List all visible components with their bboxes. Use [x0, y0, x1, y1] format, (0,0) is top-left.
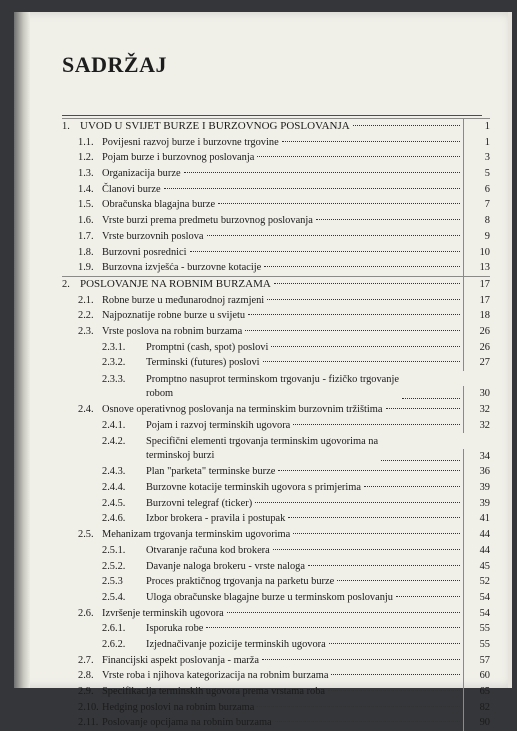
toc-entry — [62, 276, 490, 293]
toc-entry-title: Članovi burze — [102, 183, 161, 195]
toc-leader-dots — [381, 460, 460, 461]
toc-entry-title: Vrste burzovnih poslova — [102, 230, 204, 242]
toc-entry — [62, 715, 490, 731]
toc-entry — [62, 245, 490, 261]
toc-page-number: 13 — [463, 260, 490, 276]
toc-leader-dots — [275, 721, 460, 722]
toc-page-number: 3 — [463, 150, 490, 166]
toc-leader-dots — [264, 266, 460, 267]
toc-entry-title-line2: robom — [146, 388, 174, 399]
toc-leader-dots — [288, 517, 460, 518]
toc-entry-title: Plan "parketa" terminske burze — [146, 466, 276, 478]
toc-entry — [62, 606, 490, 622]
toc-leader-dots — [257, 706, 460, 707]
toc-entry-number: 2.5.3 — [102, 576, 123, 588]
toc-page-number: 32 — [463, 402, 490, 418]
toc-entry-title: Poslovanje opcijama na robnim burzama — [102, 717, 272, 729]
toc-entry-title: Izjednačivanje pozicije terminskih ugovora — [146, 638, 326, 650]
page-title: SADRŽAJ — [62, 52, 167, 77]
toc-page-number: 57 — [463, 653, 490, 669]
toc-entry-number: 2.7. — [78, 654, 94, 666]
toc-entry — [62, 371, 490, 402]
toc-leader-dots — [293, 424, 460, 425]
toc-entry-number: 1.3. — [78, 168, 94, 180]
toc-entry-title: Organizacija burze — [102, 168, 181, 180]
toc-entry — [62, 621, 490, 637]
toc-entry — [62, 308, 490, 324]
toc-page-number: 6 — [463, 182, 490, 198]
toc-entry-title: Vrste burzi prema predmetu burzovnog poslovanja — [102, 215, 313, 227]
toc-entry-number: 2.6. — [78, 607, 94, 619]
table-of-contents — [62, 118, 490, 731]
toc-entry-title: Osnove operativnog poslovanja na terminskim burzovnim tržištima — [102, 404, 383, 415]
toc-leader-dots — [364, 486, 460, 487]
toc-entry-title: Pojam burze i burzovnog poslovanja — [102, 152, 255, 164]
toc-leader-dots — [248, 314, 460, 315]
toc-page-number: 26 — [463, 340, 490, 356]
toc-entry-number: 2.4.2. — [102, 436, 126, 448]
toc-entry-number: 2.3.3. — [102, 374, 126, 385]
toc-entry-number: 2.9. — [78, 686, 94, 697]
toc-entry — [62, 653, 490, 669]
toc-leader-dots — [331, 674, 460, 675]
toc-entry-title: Burzovna izvješća - burzovne kotacije — [102, 262, 262, 274]
toc-page-number: 10 — [463, 245, 490, 261]
toc-page-number: 17 — [463, 293, 490, 309]
toc-entry-number: 2.6.1. — [102, 623, 126, 635]
toc-entry-title-line1: Promptno nasuprot terminskom trgovanju - fizičko trgovanje — [146, 374, 399, 385]
toc-entry-title: Obračunska blagajna burze — [102, 199, 216, 211]
toc-entry-title: Izvršenje terminskih ugovora — [102, 607, 224, 619]
toc-entry-title: Vrste roba i njihova kategorizacija na robnim burzama — [102, 670, 329, 682]
toc-entry-number: 1.4. — [78, 183, 94, 195]
toc-entry-number: 2.4.5. — [102, 497, 126, 509]
toc-leader-dots — [386, 408, 461, 409]
toc-entry-number: 1.1. — [78, 136, 94, 148]
toc-page-number: 7 — [463, 197, 490, 213]
toc-entry-number: 2.10. — [78, 701, 99, 713]
toc-leader-dots — [402, 398, 460, 399]
toc-entry-title: Mehanizam trgovanja terminskim ugovorima — [102, 529, 291, 541]
toc-leader-dots — [353, 125, 460, 126]
toc-page-number: 5 — [463, 166, 490, 182]
toc-leader-dots — [267, 299, 460, 300]
toc-entry-number: 2.3.1. — [102, 341, 126, 353]
toc-entry — [62, 118, 490, 135]
toc-leader-dots — [329, 643, 460, 644]
toc-entry-title-line2: terminskoj burzi — [146, 450, 215, 462]
toc-entry-title: Robne burze u međunarodnoj razmjeni — [102, 294, 265, 306]
toc-entry-number: 2.3.2. — [102, 357, 126, 369]
toc-page-number: 9 — [463, 229, 490, 245]
toc-page-number: 39 — [463, 496, 490, 512]
toc-entry-title: UVOD U SVIJET BURZE I BURZOVNOG POSLOVANJA — [80, 120, 350, 132]
toc-entry — [62, 166, 490, 182]
toc-leader-dots — [262, 659, 460, 660]
toc-entry — [62, 668, 490, 684]
toc-entry-number: 2.4. — [78, 404, 94, 415]
toc-entry-title — [146, 371, 399, 401]
toc-entry-title — [146, 433, 378, 463]
toc-page-number: 45 — [463, 559, 490, 575]
toc-entry — [62, 496, 490, 512]
toc-entry-title: Burzovni telegraf (ticker) — [146, 497, 253, 509]
toc-leader-dots — [207, 235, 460, 236]
toc-entry — [62, 590, 490, 606]
toc-page-number: 41 — [463, 511, 490, 527]
toc-entry-number: 1.2. — [78, 152, 94, 164]
toc-entry — [62, 150, 490, 166]
toc-entry-number: 2.8. — [78, 670, 94, 682]
toc-entry-title: Isporuka robe — [146, 623, 204, 635]
toc-entry-number: 2. — [62, 278, 70, 290]
toc-leader-dots — [227, 612, 460, 613]
toc-entry — [62, 355, 490, 371]
book-gutter — [14, 12, 30, 688]
toc-entry-number: 2.3. — [78, 325, 94, 337]
toc-leader-dots — [184, 172, 460, 173]
toc-page-number: 1 — [463, 135, 490, 151]
toc-page-number: 27 — [463, 355, 490, 371]
toc-entry-number: 2.5.4. — [102, 591, 126, 603]
toc-page-number: 90 — [463, 715, 490, 731]
toc-entry — [62, 684, 490, 700]
toc-entry-title: Najpoznatije robne burze u svijetu — [102, 310, 246, 322]
toc-leader-dots — [206, 627, 460, 628]
toc-page-number: 1 — [463, 119, 490, 135]
toc-page-number: 44 — [463, 543, 490, 559]
toc-page-number: 55 — [463, 637, 490, 653]
toc-page-number: 30 — [463, 386, 490, 402]
toc-entry — [62, 340, 490, 356]
toc-leader-dots — [164, 188, 460, 189]
toc-entry — [62, 197, 490, 213]
toc-entry — [62, 418, 490, 434]
toc-entry — [62, 229, 490, 245]
toc-leader-dots — [273, 549, 460, 550]
toc-entry-title: Vrste poslova na robnim burzama — [102, 325, 243, 337]
toc-page-number: 34 — [463, 449, 490, 465]
toc-entry-title: Pojam i razvoj terminskih ugovora — [146, 419, 291, 431]
toc-entry-number: 2.4.3. — [102, 466, 126, 478]
toc-page-number: 44 — [463, 527, 490, 543]
toc-leader-dots — [308, 565, 460, 566]
book-page — [14, 12, 512, 729]
toc-entry-title: Povijesni razvoj burze i burzovne trgovine — [102, 136, 279, 148]
toc-page-number: 26 — [463, 324, 490, 340]
toc-leader-dots — [257, 156, 460, 157]
toc-entry — [62, 464, 490, 480]
toc-entry-number: 2.6.2. — [102, 638, 126, 650]
toc-entry-number: 2.4.1. — [102, 419, 126, 431]
toc-entry-number: 2.5. — [78, 529, 94, 541]
toc-entry — [62, 637, 490, 653]
toc-leader-dots — [396, 596, 460, 597]
toc-leader-dots — [271, 346, 460, 347]
toc-entry — [62, 527, 490, 543]
toc-entry-number: 2.11. — [78, 717, 99, 729]
toc-leader-dots — [337, 580, 460, 581]
toc-entry-number: 2.5.1. — [102, 544, 126, 556]
toc-page-number: 32 — [463, 418, 490, 434]
toc-page-number: 82 — [463, 700, 490, 716]
toc-entry-title: Specifikacija terminskih ugovora prema vrstama roba — [102, 686, 326, 697]
toc-entry-number: 2.1. — [78, 294, 94, 306]
toc-entry-title: Uloga obračunske blagajne burze u terminskom poslovanju — [146, 591, 394, 603]
toc-entry-number: 2.2. — [78, 310, 94, 322]
toc-entry — [62, 182, 490, 198]
toc-entry-number: 1.8. — [78, 246, 94, 258]
toc-entry-number: 1.5. — [78, 199, 94, 211]
toc-entry-title: Burzovne kotacije terminskih ugovora s primjerima — [146, 482, 361, 494]
title-divider — [62, 115, 482, 116]
toc-entry — [62, 213, 490, 229]
toc-entry — [62, 260, 490, 276]
toc-entry — [62, 324, 490, 340]
toc-leader-dots — [190, 251, 460, 252]
toc-entry-title: Izbor brokera - pravila i postupak — [146, 513, 286, 525]
toc-page-number: 54 — [463, 590, 490, 606]
toc-entry-title: Proces praktičnog trgovanja na parketu burze — [146, 576, 335, 588]
toc-entry — [62, 700, 490, 716]
toc-page-number: 65 — [463, 684, 490, 700]
toc-entry — [62, 433, 490, 464]
toc-leader-dots — [282, 141, 460, 142]
toc-page-number: 52 — [463, 574, 490, 590]
toc-entry-title: Financijski aspekt poslovanja - marža — [102, 654, 259, 666]
toc-entry — [62, 293, 490, 309]
toc-entry-title: Otvaranje računa kod brokera — [146, 544, 270, 556]
page-edge — [508, 12, 512, 688]
toc-page-number: 17 — [463, 277, 490, 293]
toc-leader-dots — [316, 219, 460, 220]
toc-entry — [62, 511, 490, 527]
toc-entry — [62, 574, 490, 590]
toc-leader-dots — [328, 690, 460, 691]
toc-entry-number: 2.4.4. — [102, 482, 126, 494]
toc-leader-dots — [293, 533, 460, 534]
toc-entry-number: 1. — [62, 121, 70, 132]
toc-entry-title-line1: Specifični elementi trgovanja terminskim ugovorima na — [146, 436, 379, 448]
toc-page-number: 36 — [463, 464, 490, 480]
toc-page-number: 54 — [463, 606, 490, 622]
toc-entry-number: 1.6. — [78, 215, 94, 227]
toc-entry-number: 1.7. — [78, 230, 94, 242]
toc-entry-title: Terminski (futures) poslovi — [146, 357, 260, 369]
toc-leader-dots — [274, 283, 460, 284]
toc-entry-title: POSLOVANJE NA ROBNIM BURZAMA — [80, 277, 271, 290]
toc-entry-number: 2.5.2. — [102, 560, 126, 572]
toc-entry — [62, 135, 490, 151]
toc-entry-title: Hedging poslovi na robnim burzama — [102, 701, 255, 713]
toc-leader-dots — [218, 203, 460, 204]
toc-entry-title: Promptni (cash, spot) poslovi — [146, 341, 269, 353]
toc-leader-dots — [278, 470, 460, 471]
toc-entry-number: 2.4.6. — [102, 513, 126, 525]
toc-leader-dots — [263, 361, 460, 362]
toc-leader-dots — [255, 502, 460, 503]
toc-entry — [62, 543, 490, 559]
toc-page-number: 55 — [463, 621, 490, 637]
toc-page-number: 8 — [463, 213, 490, 229]
toc-entry-title: Davanje naloga brokeru - vrste naloga — [146, 560, 305, 572]
toc-leader-dots — [245, 330, 460, 331]
toc-entry — [62, 480, 490, 496]
toc-entry — [62, 402, 490, 418]
toc-page-number: 39 — [463, 480, 490, 496]
toc-entry — [62, 559, 490, 575]
toc-page-number: 60 — [463, 668, 490, 684]
toc-entry-number: 1.9. — [78, 262, 94, 274]
toc-entry-title: Burzovni posrednici — [102, 246, 187, 258]
toc-page-number: 18 — [463, 308, 490, 324]
